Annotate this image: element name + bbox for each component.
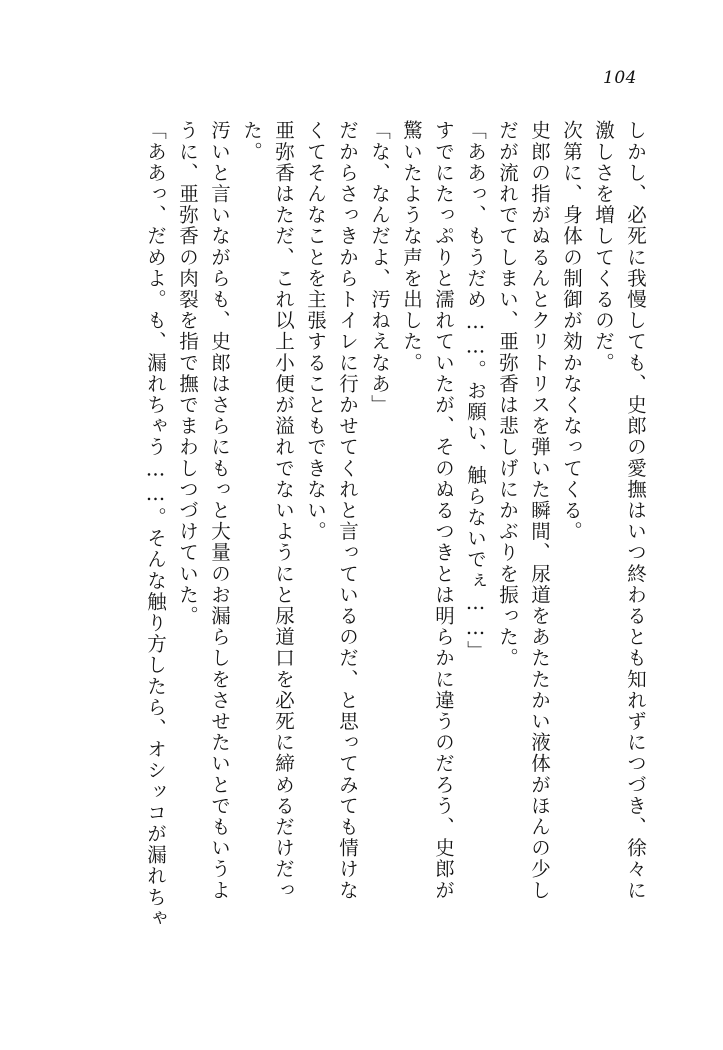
page-number: 104	[603, 68, 637, 88]
text-line: だからさっきからトイレに行かせてくれと言っているのだ、と思ってみても情けな	[336, 120, 359, 901]
text-line: うに、亜弥香の肉裂を指で撫でまわしつづけていた。	[176, 120, 199, 627]
text-line: すでにたっぷりと濡れていたが、そのぬるつきとは明らかに違うのだろう、史郎が	[432, 120, 455, 901]
text-line: しかし、必死に我慢しても、史郎の愛撫はいつ終わるとも知れずにつづき、徐々に	[624, 120, 647, 901]
body-text	[72, 120, 645, 950]
text-line: 激しさを増してくるのだ。	[592, 120, 615, 374]
text-line: 汚いと言いながらも、史郎はさらにもっと大量のお漏らしをさせたいとでもいうよ	[208, 120, 231, 901]
text-line: 「ああっ、だめよ。も、漏れちゃう……。そんな触り方したら、オシッコが漏れちゃ	[144, 120, 167, 929]
text-line: くてそんなことを主張することもできない。	[304, 120, 327, 542]
text-line: 史郎の指がぬるんとクリトリスを弾いた瞬間、尿道をあたたかい液体がほんの少し	[528, 120, 551, 901]
text-line: 「ああっ、もうだめ……。お願い、触らないでぇ……」	[464, 120, 487, 662]
text-line: だが流れでてしまい、亜弥香は悲しげにかぶりを振った。	[496, 120, 519, 669]
text-line: 亜弥香はただ、これ以上小便が溢れでないようにと尿道口を必死に締めるだけだっ	[272, 120, 295, 901]
text-line: 次第に、身体の制御が効かなくなってくる。	[560, 120, 583, 542]
text-line: 「な、なんだよ、汚ねえなあ」	[368, 120, 391, 416]
text-line: た。	[240, 120, 263, 163]
text-line: 驚いたような声を出した。	[400, 120, 423, 374]
